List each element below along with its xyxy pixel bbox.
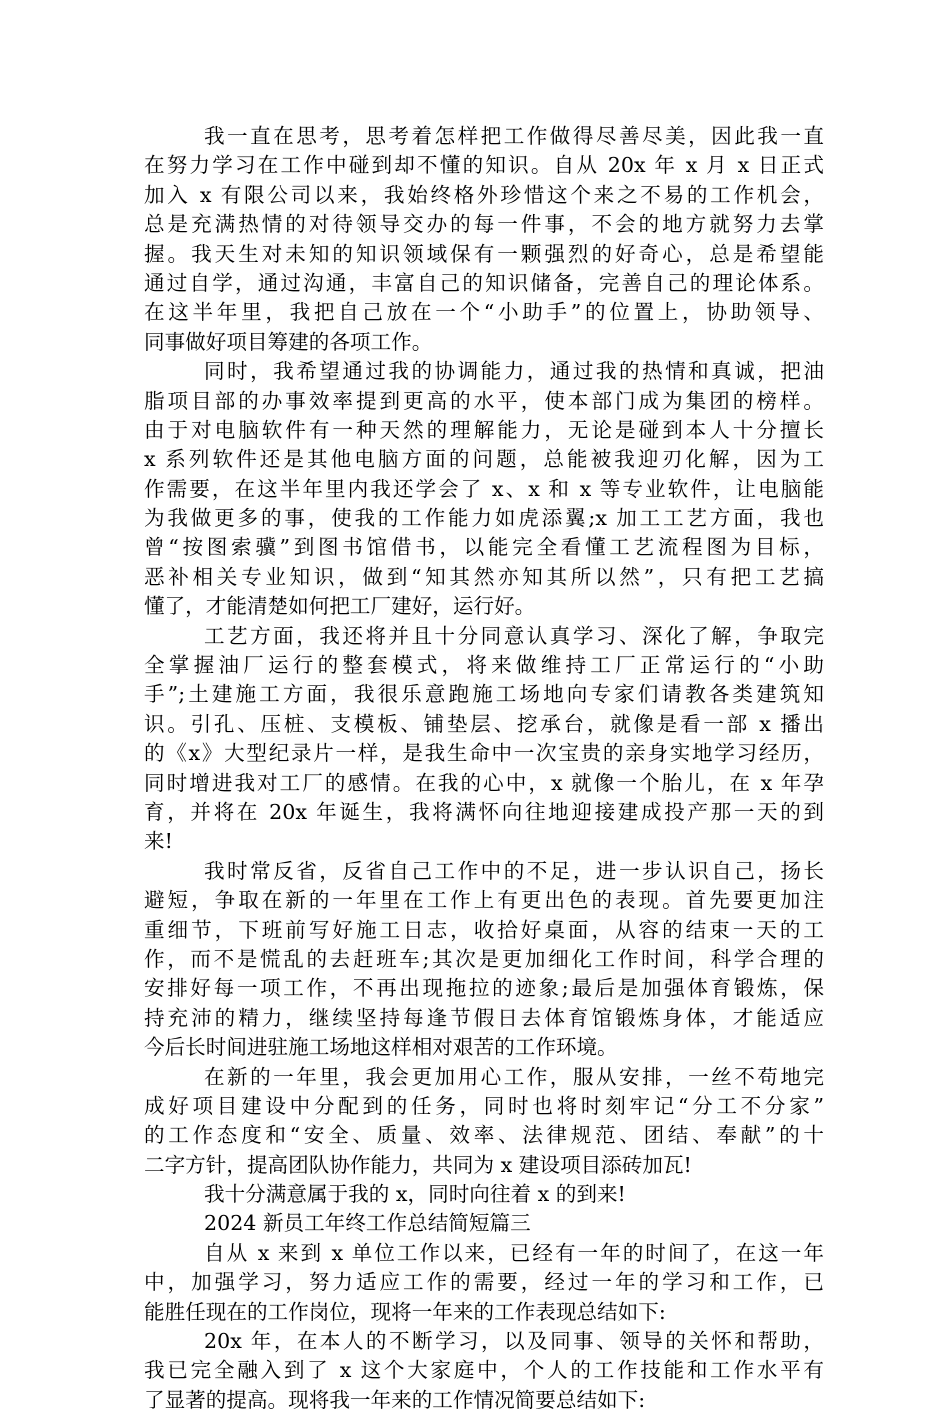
text-line: 成好项目建设中分配到的任务，同时也将时刻牢记“分工不分家”: [144, 1093, 824, 1118]
text-line: 由于对电脑软件有一种天然的理解能力，无论是碰到本人十分擅长: [144, 417, 824, 442]
text-line: 我一直在思考，思考着怎样把工作做得尽善尽美，因此我一直: [204, 124, 824, 148]
text-line: 作，而不是慌乱的去赶班车;其次是更加细化工作时间，科学合理的: [144, 946, 824, 971]
text-line: 脂项目部的办事效率提到更高的水平，使本部门成为集团的榜样。: [144, 388, 824, 413]
text-line: 育，并将在 20x 年诞生，我将满怀向往地迎接建成投产那一天的到: [144, 799, 824, 824]
text-line: 的《x》大型纪录片一样，是我生命中一次宝贵的亲身实地学习经历，: [144, 741, 824, 766]
text-line: 20x 年，在本人的不断学习，以及同事、领导的关怀和帮助，: [204, 1329, 824, 1354]
text-line: 安排好每一项工作，不再出现拖拉的迹象;最后是加强体育锻炼，保: [144, 976, 824, 1001]
text-line: 在这半年里，我把自己放在一个“小助手”的位置上，协助领导、: [144, 300, 824, 325]
text-line: 自从 x 来到 x 单位工作以来，已经有一年的时间了，在这一年: [204, 1240, 824, 1265]
text-line: 总是充满热情的对待领导交办的每一件事，不会的地方就努力去掌: [144, 212, 824, 237]
text-line: 在努力学习在工作中碰到却不懂的知识。自从 20x 年 x 月 x 日正式: [144, 153, 824, 178]
text-line: 同时，我希望通过我的协调能力，通过我的热情和真诚，把油: [204, 359, 824, 384]
text-line: 的工作态度和“安全、质量、效率、法律规范、团结、奉献”的十: [144, 1123, 824, 1148]
text-line: 我已完全融入到了 x 这个大家庭中，个人的工作技能和工作水平有: [144, 1358, 824, 1383]
text-line: 中，加强学习，努力适应工作的需要，经过一年的学习和工作，已: [144, 1270, 824, 1295]
text-line: 二字方针，提高团队协作能力，共同为 x 建设项目添砖加瓦!: [144, 1152, 692, 1177]
text-line: 作需要，在这半年里内我还学会了 x、x 和 x 等专业软件，让电脑能: [144, 476, 824, 501]
text-line: 加入 x 有限公司以来，我始终格外珍惜这个来之不易的工作机会，: [144, 182, 824, 207]
text-line: 全掌握油厂运行的整套模式，将来做维持工厂正常运行的“小助: [144, 653, 824, 678]
text-line: 同时增进我对工厂的感情。在我的心中，x 就像一个胎儿，在 x 年孕: [144, 770, 824, 795]
text-line: 识。引孔、压桩、支模板、铺垫层、挖承台，就像是看一部 x 播出: [144, 711, 824, 736]
text-line: 工艺方面，我还将并且十分同意认真学习、深化了解，争取完: [204, 623, 824, 648]
text-line: 重细节，下班前写好施工日志，收拾好桌面，从容的结束一天的工: [144, 917, 824, 942]
text-line: 来!: [144, 829, 173, 854]
text-line: 我时常反省，反省自己工作中的不足，进一步认识自己，扬长: [204, 858, 824, 883]
text-line: 懂了，才能清楚如何把工厂建好，运行好。: [144, 594, 536, 619]
text-line: 握。我天生对未知的知识领域保有一颗强烈的好奇心，总是希望能: [144, 241, 824, 266]
text-line: 今后长时间进驻施工场地这样相对艰苦的工作环境。: [144, 1035, 618, 1060]
text-line: x 系列软件还是其他电脑方面的问题，总能被我迎刃化解，因为工: [144, 447, 824, 472]
text-line: 了显著的提高。现将我一年来的工作情况简要总结如下:: [144, 1387, 646, 1412]
text-line: 我十分满意属于我的 x，同时向往着 x 的到来!: [204, 1182, 626, 1207]
text-line: 同事做好项目筹建的各项工作。: [144, 329, 433, 354]
text-line: 曾“按图索骥”到图书馆借书，以能完全看懂工艺流程图为目标，: [144, 535, 824, 560]
text-line: 通过自学，通过沟通，丰富自己的知识储备，完善自己的理论体系。: [144, 270, 824, 295]
text-line: 在新的一年里，我会更加用心工作，服从安排，一丝不苟地完: [204, 1064, 824, 1089]
text-line: 避短，争取在新的一年里在工作上有更出色的表现。首先要更加注: [144, 888, 824, 913]
text-line: 为我做更多的事，使我的工作能力如虎添翼;x 加工工艺方面，我也: [144, 506, 824, 531]
document-page: [144, 122, 824, 1415]
text-line: 恶补相关专业知识，做到“知其然亦知其所以然”，只有把工艺搞: [144, 564, 824, 589]
text-line: 手”;土建施工方面，我很乐意跑施工场地向专家们请教各类建筑知: [144, 682, 824, 707]
text-line: 持充沛的精力，继续坚持每逢节假日去体育馆锻炼身体，才能适应: [144, 1005, 824, 1030]
text-line: 能胜任现在的工作岗位，现将一年来的工作表现总结如下:: [144, 1299, 666, 1324]
text-line: 2024 新员工年终工作总结简短篇三: [204, 1211, 531, 1236]
